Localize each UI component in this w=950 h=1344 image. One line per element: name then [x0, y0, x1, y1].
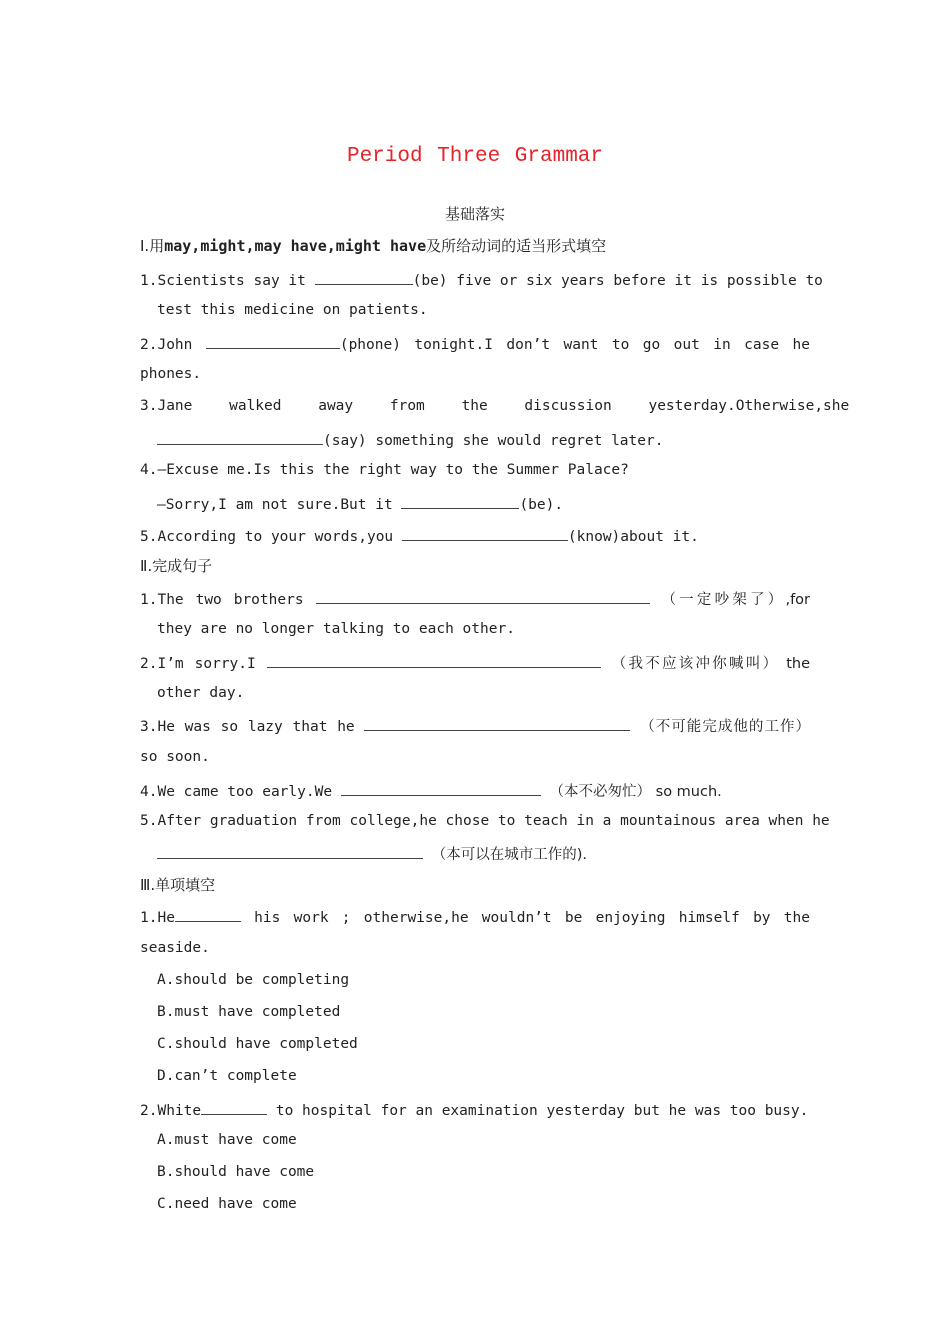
answer-blank[interactable] [315, 270, 413, 285]
answer-blank[interactable] [175, 907, 241, 922]
s2-q2-hint: （我不应该冲你喊叫） the [611, 656, 811, 672]
option-d[interactable]: D.can’t complete [157, 1068, 297, 1084]
section1-heading [140, 235, 606, 256]
s3-q2-text: 2.White [140, 1103, 202, 1119]
s2-q2-line2: other day. [157, 685, 245, 701]
option-c[interactable]: C.should have completed [157, 1036, 358, 1052]
s3-q2-line1 [140, 1100, 808, 1119]
s2-q3-hint: （不可能完成他的工作） [640, 719, 811, 735]
s2-q1-hint: （一定吵架了）,for [661, 592, 811, 608]
s1-q1-text-2: (be) five or six years before it is possible to [412, 273, 823, 289]
answer-blank[interactable] [341, 781, 541, 796]
answer-blank[interactable] [201, 1100, 267, 1115]
option-c[interactable]: C.need have come [157, 1196, 297, 1212]
s2-q3-text: 3.He was so lazy that he [140, 719, 355, 735]
s1-q4-text: —Sorry,I am not sure.But it [157, 497, 393, 513]
s1-q2-text-2: (phone) tonight.I don’t want to go out in case he [339, 337, 810, 353]
s2-q2-line1 [140, 652, 810, 673]
answer-blank[interactable] [206, 334, 340, 349]
s1-q4-line1: 4.—Excuse me.Is this the right way to the Summer Palace? [140, 462, 629, 478]
s1-q2-line2: phones. [140, 366, 202, 382]
s1-q1-line2: test this medicine on patients. [157, 302, 428, 318]
s2-q4-text: 4.We came too early.We [140, 784, 333, 800]
s1-q5-text-2: (know)about it. [567, 529, 699, 545]
s2-q5-hint: （本可以在城市工作的). [431, 847, 587, 863]
section3-heading: Ⅲ.单项填空 [140, 876, 216, 894]
s1-q5-line1 [140, 526, 699, 545]
section2-heading: Ⅱ.完成句子 [140, 557, 213, 575]
option-b[interactable]: B.should have come [157, 1164, 315, 1180]
answer-blank[interactable] [364, 716, 630, 731]
s3-q2-text-2: to hospital for an examination yesterday but he was too busy. [267, 1103, 809, 1119]
s2-q5-line1: 5.After graduation from college,he chose to teach in a mountainous area when he [140, 813, 830, 829]
answer-blank[interactable] [401, 494, 519, 509]
s1-q1-line1 [140, 270, 823, 289]
s1-q3-text-2: (say) something she would regret later. [323, 433, 664, 449]
s1-q4-text-2: (be). [519, 497, 564, 513]
s1-q2-text: 2.John [140, 337, 193, 353]
s2-q5-line2 [157, 843, 587, 864]
answer-blank[interactable] [402, 526, 568, 541]
s2-q1-text: 1.The two brothers [140, 592, 304, 608]
answer-blank[interactable] [267, 653, 601, 668]
option-b[interactable]: B.must have completed [157, 1004, 341, 1020]
s1-q3-line2 [157, 430, 663, 449]
page-title: Period Three Grammar [346, 145, 604, 168]
answer-blank[interactable] [157, 844, 423, 859]
s2-q2-text: 2.I’m sorry.I [140, 656, 256, 672]
s3-q1-line1 [140, 907, 810, 926]
option-a[interactable]: A.should be completing [157, 972, 350, 988]
s3-q1-text-2: his work ; otherwise,he wouldn’t be enjoying himself by the [240, 910, 810, 926]
s1-q5-text: 5.According to your words,you [140, 529, 394, 545]
section-subtitle: 基础落实 [444, 205, 505, 223]
s2-q3-line2: so soon. [140, 749, 210, 765]
section1-heading-prefix: Ⅰ.用 [140, 237, 165, 255]
answer-blank[interactable] [157, 430, 323, 445]
s3-q1-text: 1.He [140, 910, 175, 926]
s2-q4-hint: （本不必匆忙） so much. [549, 784, 722, 800]
answer-blank[interactable] [316, 589, 650, 604]
s1-q4-line2 [157, 494, 563, 513]
s1-q3-line1: 3.Jane walked away from the discussion yesterday.Otherwise,she [140, 398, 850, 414]
s2-q1-line1 [140, 588, 810, 609]
section1-heading-keywords: may,might,may have,might have [164, 237, 427, 255]
section1-heading-suffix: 及所给动词的适当形式填空 [426, 237, 607, 255]
s3-q1-line2: seaside. [140, 940, 210, 956]
s2-q4-line1 [140, 780, 722, 801]
s2-q3-line1 [140, 715, 810, 736]
option-a[interactable]: A.must have come [157, 1132, 297, 1148]
s1-q1-text: 1.Scientists say it [140, 273, 306, 289]
s2-q1-line2: they are no longer talking to each other. [157, 621, 515, 637]
s1-q2-line1 [140, 334, 810, 353]
